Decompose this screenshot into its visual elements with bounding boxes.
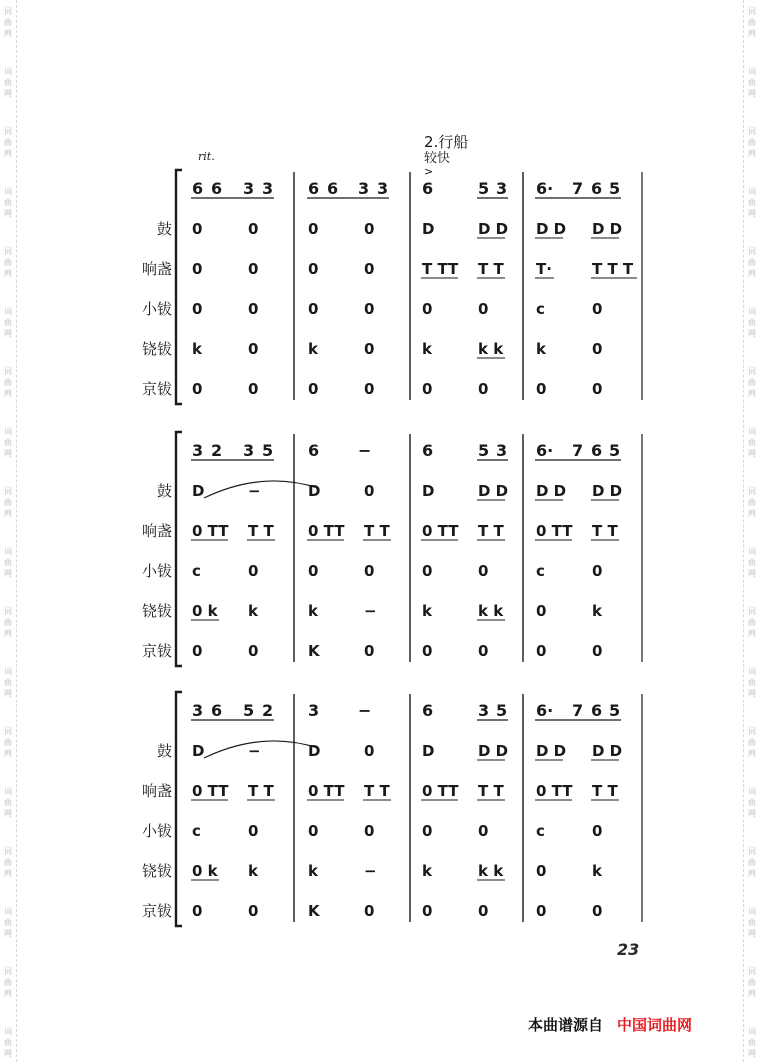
melody-note: 3 — [192, 441, 204, 460]
watermark-glyphs: 词 曲 网 — [748, 547, 756, 578]
rhythm-cell: 0 — [248, 822, 259, 840]
rhythm-cell: c — [192, 562, 201, 580]
rhythm-cell: 0 — [364, 340, 375, 358]
watermark-glyphs: 词 曲 网 — [4, 607, 12, 638]
rhythm-cell: 0 — [248, 562, 259, 580]
rhythm-cell: k — [422, 340, 432, 358]
melody-note: 6 — [211, 701, 223, 720]
phrase-slur — [204, 741, 321, 760]
rhythm-cell: D D — [478, 220, 509, 238]
rhythm-cell: k — [536, 340, 546, 358]
melody-note: − — [358, 701, 372, 720]
rhythm-cell: K — [308, 902, 320, 920]
watermark-glyphs: 词 曲 网 — [4, 367, 12, 398]
watermark-glyphs: 词 曲 网 — [748, 247, 756, 278]
instrument-label: 响盏 — [141, 260, 172, 278]
melody-note: 6 — [591, 701, 603, 720]
rhythm-cell: 0 — [192, 902, 203, 920]
rhythm-cell: D — [422, 742, 435, 760]
page-number: 23 — [617, 940, 640, 959]
rhythm-cell: k — [592, 862, 602, 880]
melody-note: 5 — [609, 701, 621, 720]
watermark-glyphs: 词 曲 网 — [4, 187, 12, 218]
tempo-speed: 较快 — [424, 151, 451, 166]
rhythm-cell: 0 — [422, 300, 433, 318]
melody-note: 6 — [327, 179, 339, 198]
rhythm-cell: k — [308, 602, 318, 620]
watermark-glyphs: 词 曲 网 — [748, 7, 756, 38]
rhythm-cell: T T — [248, 782, 274, 800]
rhythm-cell: 0 — [478, 642, 489, 660]
rhythm-cell: 0 — [248, 220, 259, 238]
system-bracket — [176, 170, 182, 404]
melody-note: 6 — [422, 441, 434, 460]
watermark-glyphs: 词 曲 网 — [748, 487, 756, 518]
rhythm-cell: T T — [592, 522, 618, 540]
rhythm-cell: 0 — [592, 380, 603, 398]
accent-mark: > — [424, 165, 434, 178]
rhythm-cell: 0 TT — [422, 522, 459, 540]
rhythm-cell: D — [192, 482, 205, 500]
rhythm-cell: 0 — [364, 822, 375, 840]
rhythm-cell: D D — [536, 220, 567, 238]
rhythm-cell: c — [536, 562, 545, 580]
instrument-label: 响盏 — [141, 522, 172, 540]
instrument-label: 京钹 — [141, 642, 172, 660]
melody-note: 6 — [192, 179, 204, 198]
melody-note: 2 — [211, 441, 223, 460]
rhythm-cell: − — [248, 482, 261, 500]
melody-note: 7 — [572, 701, 584, 720]
melody-note: 6 — [211, 179, 223, 198]
rhythm-cell: 0 — [308, 220, 319, 238]
rhythm-cell: 0 — [308, 562, 319, 580]
melody-note: 3 — [262, 179, 274, 198]
rhythm-cell: 0 — [536, 380, 547, 398]
rhythm-cell: c — [536, 300, 545, 318]
rhythm-cell: 0 — [364, 902, 375, 920]
instrument-label: 小钹 — [141, 562, 172, 580]
watermark-glyphs: 词 曲 网 — [4, 307, 12, 338]
rhythm-cell: 0 — [536, 642, 547, 660]
watermark-glyphs: 词 曲 网 — [4, 127, 12, 158]
rhythm-cell: 0 — [364, 260, 375, 278]
rhythm-cell: D D — [592, 220, 623, 238]
rhythm-cell: 0 — [308, 300, 319, 318]
melody-note: 3 — [496, 179, 508, 198]
rhythm-cell: D D — [592, 742, 623, 760]
system-bracket — [176, 692, 182, 926]
rhythm-cell: 0 — [592, 340, 603, 358]
rhythm-cell: T T — [478, 782, 504, 800]
melody-note: 5 — [609, 179, 621, 198]
melody-note: 6 — [422, 701, 434, 720]
rhythm-cell: D — [422, 220, 435, 238]
instrument-label: 铙钹 — [141, 862, 172, 880]
melody-note: 3 — [478, 701, 490, 720]
rhythm-cell: − — [248, 742, 261, 760]
rhythm-cell: − — [364, 862, 377, 880]
rhythm-cell: 0 TT — [192, 522, 229, 540]
rhythm-cell: 0 — [192, 380, 203, 398]
instrument-label: 京钹 — [141, 380, 172, 398]
rhythm-cell: 0 TT — [536, 522, 573, 540]
rhythm-cell: D — [422, 482, 435, 500]
rhythm-cell: 0 — [248, 300, 259, 318]
instrument-label: 铙钹 — [141, 340, 172, 358]
instrument-label: 鼓 — [156, 482, 172, 500]
melody-note: 3 — [377, 179, 389, 198]
rhythm-cell: K — [308, 642, 320, 660]
rhythm-cell: 0 k — [192, 862, 218, 880]
melody-note: 5 — [478, 179, 490, 198]
rhythm-cell: − — [364, 602, 377, 620]
rhythm-cell: T T — [592, 782, 618, 800]
watermark-glyphs: 词 曲 网 — [748, 967, 756, 998]
melody-note: − — [358, 441, 372, 460]
rhythm-cell: k k — [478, 862, 504, 880]
watermark-glyphs: 词 曲 网 — [748, 667, 756, 698]
melody-note: 6 — [591, 179, 603, 198]
rhythm-cell: 0 — [248, 642, 259, 660]
rhythm-cell: D — [308, 482, 321, 500]
melody-note: 3 — [192, 701, 204, 720]
watermark-glyphs: 词 曲 网 — [4, 667, 12, 698]
rhythm-cell: 0 — [592, 642, 603, 660]
rhythm-cell: 0 — [536, 902, 547, 920]
rhythm-cell: k — [422, 862, 432, 880]
melody-note: 6 — [308, 441, 320, 460]
rhythm-cell: 0 — [364, 220, 375, 238]
rhythm-cell: k — [308, 862, 318, 880]
rhythm-cell: 0 — [364, 642, 375, 660]
rhythm-cell: 0 — [592, 300, 603, 318]
watermark-glyphs: 词 曲 网 — [748, 727, 756, 758]
phrase-slur — [204, 481, 321, 500]
melody-note: 3 — [496, 441, 508, 460]
rhythm-cell: D D — [536, 742, 567, 760]
watermark-glyphs: 词 曲 网 — [748, 607, 756, 638]
rhythm-cell: 0 — [192, 220, 203, 238]
rhythm-cell: 0 — [308, 260, 319, 278]
rhythm-cell: T T — [248, 522, 274, 540]
rhythm-cell: k — [308, 340, 318, 358]
instrument-label: 小钹 — [141, 300, 172, 318]
melody-note: 6 — [308, 179, 320, 198]
watermark-glyphs: 词 曲 网 — [748, 787, 756, 818]
rhythm-cell: 0 — [364, 742, 375, 760]
melody-note: 6· — [536, 441, 554, 460]
watermark-glyphs: 词 曲 网 — [748, 1027, 756, 1058]
rhythm-cell: T T — [478, 260, 504, 278]
watermark-glyphs: 词 曲 网 — [748, 187, 756, 218]
rhythm-cell: k — [422, 602, 432, 620]
rhythm-cell: 0 — [192, 300, 203, 318]
instrument-label: 小钹 — [141, 822, 172, 840]
source-credit — [528, 1014, 692, 1035]
melody-note: 3 — [243, 179, 255, 198]
source-brand-link[interactable]: 中国词曲网 — [617, 1016, 693, 1034]
rhythm-cell: 0 — [422, 902, 433, 920]
melody-note: 7 — [572, 441, 584, 460]
rhythm-cell: 0 k — [192, 602, 218, 620]
rhythm-cell: 0 — [364, 300, 375, 318]
melody-note: 3 — [308, 701, 320, 720]
rhythm-cell: 0 — [248, 902, 259, 920]
melody-note: 6· — [536, 701, 554, 720]
melody-note: 6 — [591, 441, 603, 460]
rhythm-cell: D D — [478, 482, 509, 500]
watermark-glyphs: 词 曲 网 — [4, 907, 12, 938]
rhythm-cell: k — [592, 602, 602, 620]
watermark-glyphs: 词 曲 网 — [748, 307, 756, 338]
rhythm-cell: 0 — [248, 380, 259, 398]
rhythm-cell: k k — [478, 340, 504, 358]
watermark-glyphs: 词 曲 网 — [4, 847, 12, 878]
watermark-glyphs: 词 曲 网 — [4, 967, 12, 998]
melody-note: 5 — [609, 441, 621, 460]
rhythm-cell: 0 — [192, 260, 203, 278]
rhythm-cell: D D — [592, 482, 623, 500]
rhythm-cell: D — [308, 742, 321, 760]
rhythm-cell: 0 — [422, 822, 433, 840]
rhythm-cell: 0 — [536, 862, 547, 880]
rhythm-cell: k — [248, 602, 258, 620]
tempo-rit: rit. — [198, 150, 215, 163]
rhythm-cell: D — [192, 742, 205, 760]
rhythm-cell: 0 — [536, 602, 547, 620]
rhythm-cell: 0 — [592, 562, 603, 580]
rhythm-cell: 0 TT — [308, 522, 345, 540]
rhythm-cell: 0 — [248, 340, 259, 358]
rhythm-cell: T T T — [592, 260, 634, 278]
watermark-glyphs: 词 曲 网 — [748, 127, 756, 158]
watermark-glyphs: 词 曲 网 — [748, 847, 756, 878]
instrument-label: 京钹 — [141, 902, 172, 920]
watermark-glyphs: 词 曲 网 — [4, 1027, 12, 1058]
rhythm-cell: c — [192, 822, 201, 840]
instrument-label: 响盏 — [141, 782, 172, 800]
rhythm-cell: 0 — [422, 562, 433, 580]
watermark-glyphs: 词 曲 网 — [4, 427, 12, 458]
watermark-glyphs: 词 曲 网 — [4, 487, 12, 518]
rhythm-cell: 0 — [422, 380, 433, 398]
rhythm-cell: 0 — [478, 822, 489, 840]
melody-note: 3 — [243, 441, 255, 460]
rhythm-cell: c — [536, 822, 545, 840]
rhythm-cell: 0 — [478, 300, 489, 318]
melody-note: 6· — [536, 179, 554, 198]
source-label: 本曲谱源自 — [528, 1016, 604, 1034]
melody-note: 5 — [478, 441, 490, 460]
rhythm-cell: 0 — [422, 642, 433, 660]
rhythm-cell: D D — [478, 742, 509, 760]
rhythm-cell: k — [248, 862, 258, 880]
watermark-glyphs: 词 曲 网 — [748, 907, 756, 938]
rhythm-cell: T T — [364, 782, 390, 800]
melody-note: 5 — [243, 701, 255, 720]
rhythm-cell: 0 TT — [422, 782, 459, 800]
rhythm-cell: 0 — [478, 380, 489, 398]
rhythm-cell: 0 — [478, 902, 489, 920]
rhythm-cell: 0 — [308, 380, 319, 398]
rhythm-cell: T T — [364, 522, 390, 540]
rhythm-cell: k — [192, 340, 202, 358]
watermark-glyphs: 词 曲 网 — [4, 727, 12, 758]
instrument-label: 铙钹 — [141, 602, 172, 620]
rhythm-cell: D D — [536, 482, 567, 500]
melody-note: 5 — [496, 701, 508, 720]
section-title: 2.行船 — [424, 133, 469, 151]
rhythm-cell: 0 — [308, 822, 319, 840]
rhythm-cell: T· — [536, 260, 552, 278]
melody-note: 2 — [262, 701, 274, 720]
rhythm-cell: T TT — [422, 260, 459, 278]
rhythm-cell: 0 TT — [536, 782, 573, 800]
watermark-glyphs: 词 曲 网 — [748, 67, 756, 98]
watermark-glyphs: 词 曲 网 — [4, 787, 12, 818]
rhythm-cell: k k — [478, 602, 504, 620]
rhythm-cell: 0 — [248, 260, 259, 278]
instrument-label: 鼓 — [156, 742, 172, 760]
rhythm-cell: 0 — [364, 562, 375, 580]
instrument-label: 鼓 — [156, 220, 172, 238]
melody-note: 6 — [422, 179, 434, 198]
rhythm-cell: 0 — [364, 482, 375, 500]
watermark-glyphs: 词 曲 网 — [4, 547, 12, 578]
rhythm-cell: 0 — [478, 562, 489, 580]
watermark-glyphs: 词 曲 网 — [748, 427, 756, 458]
melody-note: 7 — [572, 179, 584, 198]
rhythm-cell: 0 — [192, 642, 203, 660]
rhythm-cell: 0 TT — [308, 782, 345, 800]
system-bracket — [176, 432, 182, 666]
watermark-glyphs: 词 曲 网 — [4, 7, 12, 38]
melody-note: 3 — [358, 179, 370, 198]
rhythm-cell: T T — [478, 522, 504, 540]
rhythm-cell: 0 — [592, 902, 603, 920]
rhythm-cell: 0 — [592, 822, 603, 840]
rhythm-cell: 0 TT — [192, 782, 229, 800]
melody-note: 5 — [262, 441, 274, 460]
rhythm-cell: 0 — [364, 380, 375, 398]
watermark-glyphs: 词 曲 网 — [4, 247, 12, 278]
watermark-glyphs: 词 曲 网 — [748, 367, 756, 398]
watermark-glyphs: 词 曲 网 — [4, 67, 12, 98]
